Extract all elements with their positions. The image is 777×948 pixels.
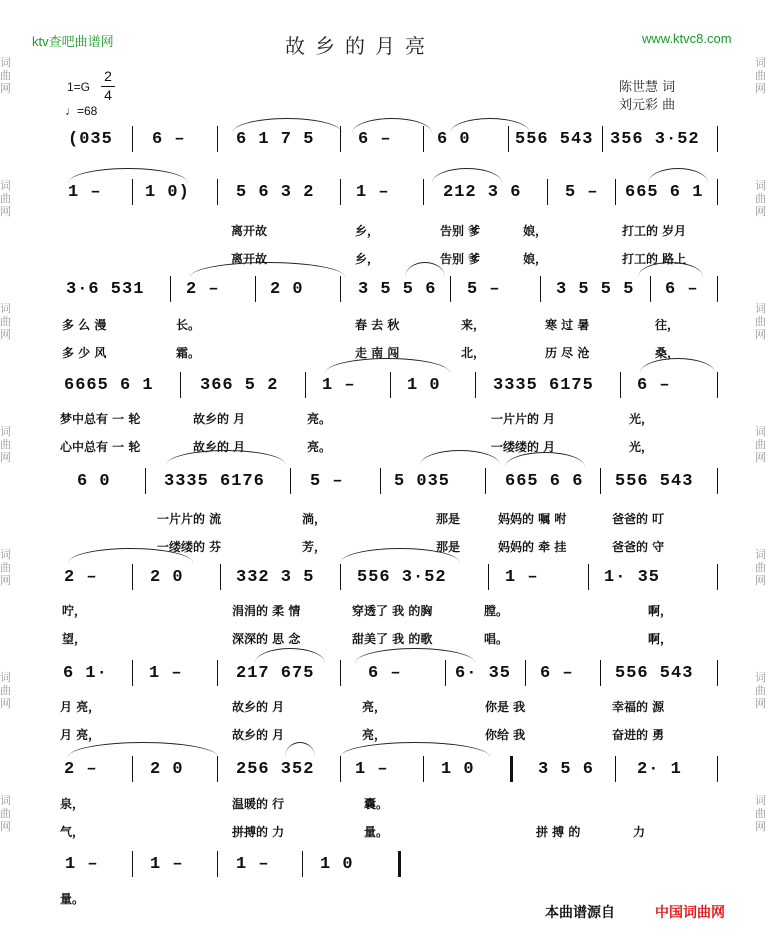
note-group: 2· 1: [637, 760, 682, 779]
lyric-verse-2: 芳，: [302, 540, 327, 554]
barline: [340, 276, 341, 302]
song-title: 故乡的月亮: [285, 34, 435, 58]
lyric-verse-2: 离开故: [231, 252, 268, 266]
slur-arc: [450, 118, 530, 133]
watermark-char: 词: [0, 548, 11, 561]
barline: [540, 276, 541, 302]
lyric-verse-1: 囊。: [364, 797, 389, 811]
lyric-verse-2: 啊，: [648, 632, 673, 646]
barline: [717, 276, 718, 302]
note-group: 5 –: [310, 472, 344, 491]
note-group: 3 5 6: [538, 760, 595, 779]
slur-arc: [68, 742, 218, 757]
note-group: 3335 6176: [164, 472, 265, 491]
watermark-char: 词: [755, 179, 766, 192]
watermark-char: 词: [0, 425, 11, 438]
watermark-char: 网: [755, 82, 766, 95]
barline: [132, 851, 133, 877]
lyric-verse-2: 月 亮，: [60, 728, 101, 742]
watermark-char: 曲: [755, 438, 766, 451]
time-signature-top: 2: [104, 68, 112, 84]
watermark-left: [0, 0, 22, 948]
note-group: 665 6 1: [625, 183, 704, 202]
watermark-char: 曲: [0, 438, 11, 451]
slur-arc: [285, 742, 315, 757]
source-label: 本曲谱源自: [545, 905, 615, 921]
note-group: 1 –: [236, 855, 270, 874]
lyric-verse-2: 打工的 路上: [622, 252, 687, 266]
lyric-verse-2: 光，: [629, 440, 654, 454]
lyric-verse-2: 桑，: [655, 346, 680, 360]
slur-arc: [255, 648, 325, 663]
note-group: 1 –: [356, 183, 390, 202]
note-group: 1· 35: [604, 568, 661, 587]
tempo-mark: ♩=68: [65, 104, 98, 118]
note-group: 2 –: [64, 760, 98, 779]
barline: [717, 372, 718, 398]
key-signature: 1=G: [67, 80, 91, 94]
lyric-verse-1: 那是: [436, 512, 461, 526]
slur-arc: [340, 742, 490, 757]
barline: [547, 179, 548, 205]
lyric-verse-1: 一片片的 月: [491, 412, 556, 426]
barline: [450, 276, 451, 302]
lyric-verse-2: 气，: [60, 825, 85, 839]
note-group: 1 0): [145, 183, 190, 202]
note-group: 6 1 7 5: [236, 130, 315, 149]
barline: [602, 126, 603, 152]
lyric-verse-1: 淌，: [302, 512, 327, 526]
barline: [398, 851, 401, 877]
slur-arc: [68, 168, 188, 183]
note-group: 1 –: [65, 855, 99, 874]
barline: [600, 468, 601, 494]
lyric-verse-1: 亮，: [362, 700, 387, 714]
lyric-verse-2: 娘，: [523, 252, 548, 266]
barline: [340, 756, 341, 782]
lyric-verse-1: 穿透了 我 的胸: [352, 604, 433, 618]
lyric-verse-1: 月 亮，: [60, 700, 101, 714]
barline: [132, 660, 133, 686]
lyric-verse-2: 亮，: [362, 728, 387, 742]
lyric-verse-2: 甜美了 我 的歌: [352, 632, 433, 646]
note-group: 6 –: [665, 280, 699, 299]
watermark-char: 网: [0, 328, 11, 341]
barline: [717, 564, 718, 590]
lyric-verse-1: 故乡的 月: [193, 412, 246, 426]
watermark-right: [755, 0, 777, 948]
lyric-verse-2: 望，: [62, 632, 87, 646]
lyric-verse-1: 告别 爹: [440, 224, 481, 238]
lyric-verse-2: 拼搏的 力: [232, 825, 285, 839]
note-group: 1 –: [505, 568, 539, 587]
barline: [600, 660, 601, 686]
lyric-verse-1: 光，: [629, 412, 654, 426]
barline: [302, 851, 303, 877]
lyric-verse-2: 走 南 闯: [355, 346, 400, 360]
watermark-char: 网: [0, 82, 11, 95]
barline: [717, 660, 718, 686]
barline: [290, 468, 291, 494]
barline: [475, 372, 476, 398]
note-group: 1 –: [322, 376, 356, 395]
barline: [340, 660, 341, 686]
watermark-char: 词: [755, 671, 766, 684]
watermark-char: 网: [755, 820, 766, 833]
note-group: 3 5 5 6: [358, 280, 437, 299]
slur-arc: [640, 358, 715, 373]
note-group: 6 –: [152, 130, 186, 149]
lyric-verse-1: 打工的 岁月: [622, 224, 687, 238]
note-group: 6 0: [437, 130, 471, 149]
lyric-verse-2: 亮。: [307, 440, 332, 454]
barline: [132, 126, 133, 152]
lyric-verse-2: 故乡的 月: [232, 728, 285, 742]
lyric-verse-1: 梦中总有 一 轮: [60, 412, 141, 426]
barline: [485, 468, 486, 494]
note-group: 256 352: [236, 760, 315, 779]
barline: [340, 179, 341, 205]
lyric-verse-2: 力: [633, 825, 646, 839]
note-group: 5 –: [467, 280, 501, 299]
note-group: 356 3·52: [610, 130, 700, 149]
lyric-verse-2: 你给 我: [485, 728, 526, 742]
watermark-char: 网: [755, 205, 766, 218]
barline: [220, 564, 221, 590]
note-group: 6 –: [368, 664, 402, 683]
barline: [217, 179, 218, 205]
watermark-char: 词: [755, 425, 766, 438]
watermark-char: 曲: [755, 561, 766, 574]
watermark-char: 曲: [0, 561, 11, 574]
lyric-verse-1: 乡，: [355, 224, 380, 238]
lyric-verse-1: 幸福的 源: [612, 700, 665, 714]
watermark-char: 网: [755, 451, 766, 464]
watermark-char: 曲: [755, 192, 766, 205]
note-group: 6665 6 1: [64, 376, 154, 395]
lyric-verse-2: 告别 爹: [440, 252, 481, 266]
note-group: 1 0: [320, 855, 354, 874]
barline: [717, 468, 718, 494]
barline: [255, 276, 256, 302]
lyric-verse-2: 深深的 思 念: [232, 632, 301, 646]
note-group: 1 –: [355, 760, 389, 779]
watermark-char: 网: [0, 574, 11, 587]
lyric-verse-2: 北，: [461, 346, 486, 360]
note-group: 332 3 5: [236, 568, 315, 587]
lyric-verse-1: 亮。: [307, 412, 332, 426]
watermark-char: 词: [755, 302, 766, 315]
barline: [132, 564, 133, 590]
note-group: 2 0: [270, 280, 304, 299]
note-group: 366 5 2: [200, 376, 279, 395]
slur-arc: [325, 358, 450, 373]
note-group: 6 –: [540, 664, 574, 683]
barline: [650, 276, 651, 302]
watermark-char: 词: [0, 794, 11, 807]
watermark-char: 网: [0, 697, 11, 710]
lyric-verse-2: 妈妈的 牵 挂: [498, 540, 567, 554]
note-group: 556 543: [615, 472, 694, 491]
barline: [615, 756, 616, 782]
lyricist-credit: 陈世慧 词: [619, 80, 676, 95]
slur-arc: [432, 168, 502, 183]
slur-arc: [190, 262, 345, 277]
watermark-char: 曲: [0, 807, 11, 820]
slur-arc: [232, 118, 342, 133]
lyric-verse-2: 心中总有 一 轮: [60, 440, 141, 454]
note-group: 5 6 3 2: [236, 183, 315, 202]
barline: [620, 372, 621, 398]
barline: [180, 372, 181, 398]
note-group: 3·6 531: [66, 280, 145, 299]
watermark-char: 词: [755, 56, 766, 69]
watermark-char: 网: [0, 205, 11, 218]
barline: [380, 468, 381, 494]
barline: [217, 756, 218, 782]
lyric-verse-2: 历 尽 沧: [545, 346, 590, 360]
lyric-verse-2: 拼 搏 的: [536, 825, 581, 839]
watermark-char: 词: [755, 548, 766, 561]
watermark-char: 曲: [0, 684, 11, 697]
note-group: 6 1·: [63, 664, 108, 683]
barline: [217, 851, 218, 877]
barline: [588, 564, 589, 590]
time-signature-bottom: 4: [104, 87, 112, 103]
note-group: 556 543: [515, 130, 594, 149]
watermark-char: 曲: [0, 192, 11, 205]
note-group: (035: [68, 130, 113, 149]
lyric-verse-2: 故乡的 月: [193, 440, 246, 454]
watermark-char: 网: [0, 820, 11, 833]
watermark-char: 网: [755, 697, 766, 710]
lyric-verse-1: 涓涓的 柔 情: [232, 604, 301, 618]
note-group: 556 543: [615, 664, 694, 683]
note-group: 2 0: [150, 760, 184, 779]
slur-arc: [405, 262, 445, 277]
note-group: 5 035: [394, 472, 451, 491]
lyric-verse-2: 爸爸的 守: [612, 540, 665, 554]
note-group: 1 –: [68, 183, 102, 202]
watermark-char: 网: [755, 328, 766, 341]
note-group: 1 0: [407, 376, 441, 395]
lyric-verse-1: 春 去 秋: [355, 318, 400, 332]
barline: [170, 276, 171, 302]
lyric-verse-2: 一缕缕的 月: [491, 440, 556, 454]
composer-credit: 刘元彩 曲: [619, 98, 676, 113]
lyric-verse-1: 多 么 漫: [62, 318, 107, 332]
watermark-char: 曲: [755, 69, 766, 82]
site-url-right[interactable]: www.ktvc8.com: [642, 31, 732, 46]
barline: [217, 660, 218, 686]
barline: [445, 660, 446, 686]
slur-arc: [420, 450, 500, 465]
slur-arc: [352, 118, 432, 133]
watermark-char: 网: [755, 574, 766, 587]
slur-arc: [648, 168, 708, 183]
barline: [525, 660, 526, 686]
lyric-verse-2: 量。: [364, 825, 389, 839]
barline: [423, 756, 424, 782]
watermark-char: 曲: [0, 315, 11, 328]
lyric-verse-2: 乡，: [355, 252, 380, 266]
source-site-link[interactable]: 中国词曲网: [655, 905, 725, 921]
note-group: 217 675: [236, 664, 315, 683]
barline: [717, 179, 718, 205]
watermark-char: 曲: [755, 807, 766, 820]
lyric-verse-2: 霜。: [176, 346, 201, 360]
slur-arc: [355, 648, 475, 663]
lyric-verse-1: 膛。: [484, 604, 509, 618]
lyric-verse-1: 离开故: [231, 224, 268, 238]
note-group: 556 3·52: [357, 568, 447, 587]
lyric-verse-1: 量。: [60, 892, 85, 906]
lyric-verse-1: 爸爸的 叮: [612, 512, 665, 526]
barline: [305, 372, 306, 398]
note-group: 3335 6175: [493, 376, 594, 395]
lyric-verse-1: 一片片的 流: [157, 512, 222, 526]
barline: [615, 179, 616, 205]
watermark-char: 词: [0, 56, 11, 69]
lyric-verse-1: 故乡的 月: [232, 700, 285, 714]
site-name-left[interactable]: ktv查吧曲谱网: [32, 34, 114, 49]
lyric-verse-1: 往，: [655, 318, 680, 332]
watermark-char: 词: [755, 794, 766, 807]
note-group: 1 –: [150, 855, 184, 874]
lyric-verse-1: 娘，: [523, 224, 548, 238]
lyric-verse-1: 你是 我: [485, 700, 526, 714]
barline: [340, 564, 341, 590]
note-group: 212 3 6: [443, 183, 522, 202]
watermark-char: 网: [0, 451, 11, 464]
barline: [717, 756, 718, 782]
lyric-verse-1: 来，: [461, 318, 486, 332]
lyric-verse-1: 妈妈的 嘱 咐: [498, 512, 567, 526]
lyric-verse-1: 温暖的 行: [232, 797, 285, 811]
note-group: 2 –: [64, 568, 98, 587]
watermark-char: 曲: [755, 315, 766, 328]
slur-arc: [166, 450, 286, 465]
barline: [132, 756, 133, 782]
barline: [145, 468, 146, 494]
lyric-verse-1: 啊，: [648, 604, 673, 618]
barline: [390, 372, 391, 398]
note-group: 665 6 6: [505, 472, 584, 491]
watermark-char: 词: [0, 302, 11, 315]
note-group: 5 –: [565, 183, 599, 202]
note-group: 6 0: [77, 472, 111, 491]
lyric-verse-2: 多 少 风: [62, 346, 107, 360]
barline: [717, 126, 718, 152]
note-group: 6 –: [637, 376, 671, 395]
note-group: 6· 35: [455, 664, 512, 683]
watermark-char: 词: [0, 671, 11, 684]
lyric-verse-1: 寒 过 暑: [545, 318, 590, 332]
lyric-verse-1: 长。: [176, 318, 201, 332]
watermark-char: 曲: [755, 684, 766, 697]
note-group: 6 –: [358, 130, 392, 149]
watermark-char: 曲: [0, 69, 11, 82]
watermark-char: 词: [0, 179, 11, 192]
barline: [488, 564, 489, 590]
lyric-verse-2: 一缕缕的 芬: [157, 540, 222, 554]
lyric-verse-1: 泉，: [60, 797, 85, 811]
lyric-verse-2: 奋进的 勇: [612, 728, 665, 742]
note-group: 2 0: [150, 568, 184, 587]
note-group: 1 0: [441, 760, 475, 779]
note-group: 1 –: [149, 664, 183, 683]
lyric-verse-2: 那是: [436, 540, 461, 554]
barline: [510, 756, 513, 782]
note-group: 2 –: [186, 280, 220, 299]
lyric-verse-1: 咛，: [62, 604, 87, 618]
barline: [423, 179, 424, 205]
note-group: 3 5 5 5: [556, 280, 635, 299]
barline: [217, 126, 218, 152]
lyric-verse-2: 唱。: [484, 632, 509, 646]
